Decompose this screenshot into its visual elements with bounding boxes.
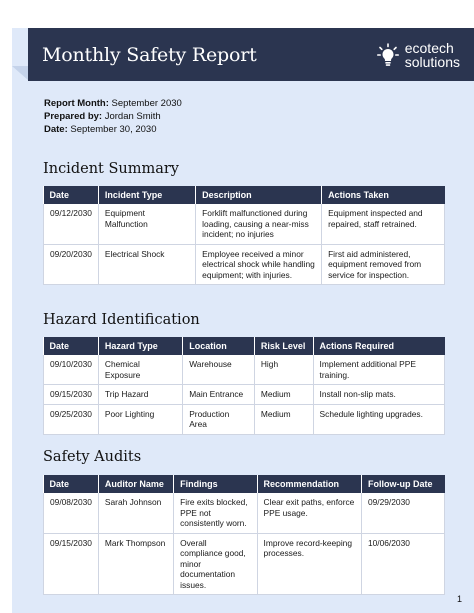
table-cell: High	[254, 355, 313, 385]
table-cell: First aid administered, equipment removed from service for inspection.	[322, 244, 445, 285]
table-header-row	[44, 475, 445, 493]
column-header: Location	[183, 337, 255, 355]
table-cell: Fire exits blocked, PPE not consistently worn.	[174, 493, 257, 533]
table-cell: 09/12/2030	[44, 204, 99, 244]
table-cell: Medium	[254, 385, 313, 405]
column-header: Actions Required	[313, 337, 444, 355]
safety-audits-table	[43, 475, 445, 595]
page-fold-corner	[12, 66, 28, 80]
table-cell: Mark Thompson	[98, 533, 173, 595]
table-cell: 09/25/2030	[44, 404, 99, 434]
meta-report-month: Report Month: September 2030	[44, 98, 182, 109]
safety-audits-heading: Safety Audits	[43, 449, 142, 465]
table-cell: Employee received a minor electrical shock while handling equipment; with injuries.	[196, 244, 322, 285]
table-row	[44, 204, 445, 244]
column-header: Auditor Name	[98, 475, 173, 493]
table-cell: Clear exit paths, enforce PPE usage.	[257, 493, 361, 533]
column-header: Hazard Type	[98, 337, 182, 355]
table-cell: Warehouse	[183, 355, 255, 385]
table-cell: 09/20/2030	[44, 244, 99, 285]
table-cell: 09/29/2030	[361, 493, 444, 533]
table-cell: Schedule lighting upgrades.	[313, 404, 444, 434]
table-row	[44, 355, 445, 385]
table-cell: Improve record-keeping processes.	[257, 533, 361, 595]
company-logo	[377, 41, 460, 69]
table-cell: 10/06/2030	[361, 533, 444, 595]
column-header: Actions Taken	[322, 186, 445, 204]
column-header: Follow-up Date	[361, 475, 444, 493]
table-cell: Install non-slip mats.	[313, 385, 444, 405]
report-header	[28, 28, 474, 81]
table-cell: Trip Hazard	[98, 385, 182, 405]
column-header: Recommendation	[257, 475, 361, 493]
meta-prepared-by: Prepared by: Jordan Smith	[44, 111, 161, 122]
table-cell: Equipment Malfunction	[98, 204, 195, 244]
hazard-identification-table	[43, 337, 445, 435]
table-row	[44, 385, 445, 405]
table-cell: Production Area	[183, 404, 255, 434]
table-cell: 09/15/2030	[44, 385, 99, 405]
table-cell: Poor Lighting	[98, 404, 182, 434]
logo-wordmark: ecotech solutions	[404, 39, 460, 70]
table-header-row	[44, 186, 445, 204]
meta-date: Date: September 30, 2030	[44, 124, 157, 135]
column-header: Findings	[174, 475, 257, 493]
column-header: Description	[196, 186, 322, 204]
table-cell: Medium	[254, 404, 313, 434]
report-title: Monthly Safety Report	[42, 43, 257, 66]
table-cell: Sarah Johnson	[98, 493, 173, 533]
table-row	[44, 493, 445, 533]
column-header: Date	[44, 186, 99, 204]
table-cell: Forklift malfunctioned during loading, causing a near-miss incident; no injuries	[196, 204, 322, 244]
table-cell: Electrical Shock	[98, 244, 195, 285]
column-header: Date	[44, 475, 99, 493]
table-cell: Equipment inspected and repaired, staff retrained.	[322, 204, 445, 244]
page-number: 1	[456, 594, 462, 604]
table-header-row	[44, 337, 445, 355]
table-row	[44, 533, 445, 595]
table-cell: 09/15/2030	[44, 533, 99, 595]
table-row	[44, 404, 445, 434]
column-header: Incident Type	[98, 186, 195, 204]
hazard-identification-heading: Hazard Identification	[43, 312, 200, 328]
incident-summary-heading: Incident Summary	[43, 161, 180, 177]
table-cell: Implement additional PPE training.	[313, 355, 444, 385]
incident-summary-table	[43, 186, 445, 285]
column-header: Risk Level	[254, 337, 313, 355]
table-cell: Overall compliance good, minor documentation issues.	[174, 533, 257, 595]
table-cell: Chemical Exposure	[98, 355, 182, 385]
lightbulb-icon	[377, 43, 399, 67]
table-cell: Main Entrance	[183, 385, 255, 405]
table-cell: 09/10/2030	[44, 355, 99, 385]
column-header: Date	[44, 337, 99, 355]
table-row	[44, 244, 445, 285]
table-cell: 09/08/2030	[44, 493, 99, 533]
report-meta	[44, 97, 182, 136]
